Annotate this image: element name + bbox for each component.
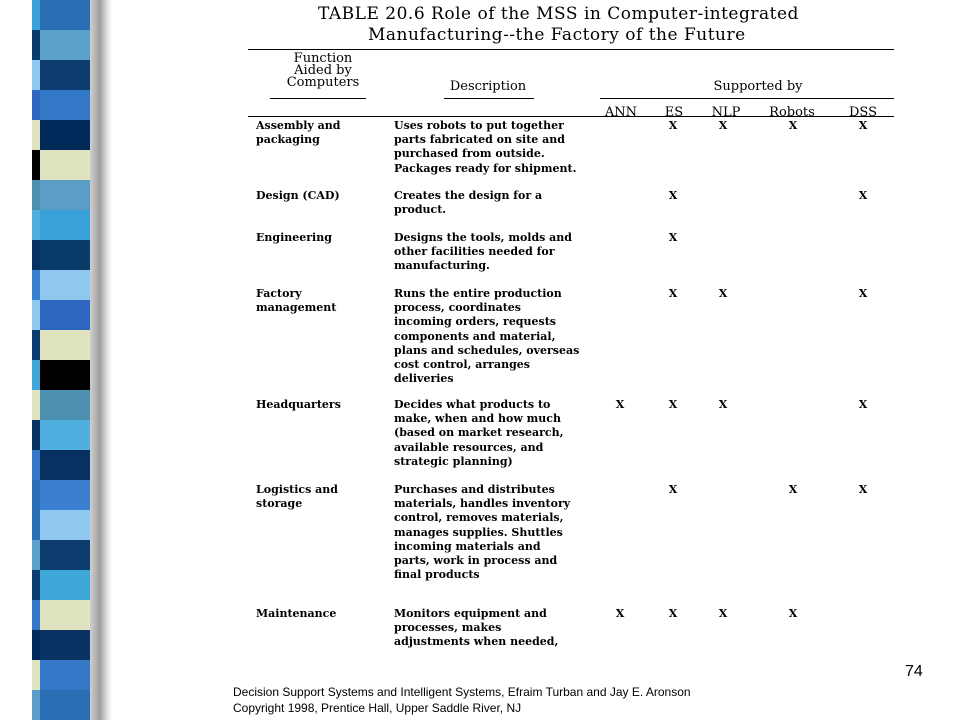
- row-description-line: incoming materials and: [394, 539, 541, 553]
- stripe-segment: [32, 330, 40, 360]
- row-description-line: strategic planning): [394, 454, 513, 468]
- row-description-line: final products: [394, 568, 480, 582]
- header-robots: Robots: [769, 105, 815, 120]
- row-description-line: Runs the entire production: [394, 287, 562, 300]
- row-function-line: Engineering: [256, 231, 332, 244]
- stripe-segment: [32, 0, 40, 30]
- row-function: [256, 287, 376, 315]
- stripe-segment: [40, 240, 90, 270]
- stripe-segment: [40, 90, 90, 120]
- row-description-line: process, coordinates: [394, 301, 521, 315]
- row-description-line: cost control, arranges: [394, 358, 530, 372]
- stripe-segment: [40, 120, 90, 150]
- support-mark-nlp: X: [718, 607, 728, 620]
- stripe-segment: [40, 30, 90, 60]
- row-function: [256, 231, 376, 245]
- stripe-segment: [40, 210, 90, 240]
- support-mark-es: X: [668, 607, 678, 620]
- stripe-segment: [32, 690, 40, 720]
- header-description-label: Description: [449, 79, 527, 94]
- stripe-segment: [32, 90, 40, 120]
- header-supported-by: [678, 81, 838, 93]
- row-description-line: processes, makes: [394, 621, 502, 635]
- row-description: [394, 607, 594, 650]
- support-mark-rob: X: [788, 607, 798, 620]
- support-mark-rob: X: [788, 483, 798, 496]
- stripe-segment: [32, 510, 40, 540]
- table-top-rule: [248, 49, 894, 50]
- stripe-segment: [40, 300, 90, 330]
- row-description-line: make, when and how much: [394, 412, 561, 426]
- citation: [233, 684, 691, 716]
- stripe-segment: [32, 420, 40, 450]
- row-description-line: (based on market research,: [394, 426, 564, 440]
- row-function-line: Assembly and: [256, 119, 341, 132]
- row-function: [256, 119, 376, 147]
- row-function-line: Factory: [256, 287, 302, 300]
- stripe-segment: [40, 270, 90, 300]
- row-function-line: Logistics and: [256, 483, 338, 496]
- stripe-segment: [40, 660, 90, 690]
- support-mark-nlp: X: [718, 119, 728, 132]
- header-function-underline: [270, 98, 366, 99]
- stripe-segment: [32, 450, 40, 480]
- row-description-line: plans and schedules, overseas: [394, 343, 580, 357]
- stripe-segment: [40, 600, 90, 630]
- stripe-segment: [32, 570, 40, 600]
- stripe-segment: [40, 510, 90, 540]
- stripe-segment: [32, 660, 40, 690]
- stripe-segment: [40, 180, 90, 210]
- support-mark-es: X: [668, 483, 678, 496]
- support-mark-es: X: [668, 119, 678, 132]
- row-description-line: parts fabricated on site and: [394, 133, 565, 147]
- support-mark-es: X: [668, 398, 678, 411]
- stripe-segment: [32, 60, 40, 90]
- row-function: [256, 398, 376, 412]
- header-function-line-3: Computers: [286, 75, 360, 90]
- stripe-segment: [32, 540, 40, 570]
- header-nlp: NLP: [711, 105, 741, 120]
- row-description-line: control, removes materials,: [394, 511, 564, 525]
- stripe-segment: [32, 210, 40, 240]
- row-description-line: Packages ready for shipment.: [394, 161, 577, 175]
- stripe-segment: [40, 540, 90, 570]
- support-mark-dss: X: [858, 398, 868, 411]
- page-number: 74: [905, 663, 923, 680]
- row-function-line: Maintenance: [256, 607, 337, 620]
- row-description-line: adjustments when needed,: [394, 635, 559, 649]
- row-description-line: deliveries: [394, 372, 454, 386]
- row-description-line: Purchases and distributes: [394, 483, 555, 496]
- row-description-line: Creates the design for a: [394, 189, 543, 202]
- row-function-line: Headquarters: [256, 398, 341, 411]
- stripe-segment: [32, 300, 40, 330]
- stripe-segment: [32, 240, 40, 270]
- support-mark-nlp: X: [718, 398, 728, 411]
- stripe-segment: [40, 630, 90, 660]
- header-dss: DSS: [848, 105, 877, 120]
- header-function-line-1: Function: [293, 51, 353, 66]
- stripe-segment: [32, 150, 40, 180]
- stripe-segment: [32, 30, 40, 60]
- citation-line-2: Copyright 1998, Prentice Hall, Upper Saddle River, NJ: [233, 701, 522, 715]
- stripe-segment: [40, 480, 90, 510]
- row-function: [256, 189, 376, 203]
- stripe-segment: [40, 570, 90, 600]
- support-mark-es: X: [668, 231, 678, 244]
- stripe-segment: [32, 360, 40, 390]
- support-mark-dss: X: [858, 119, 868, 132]
- decorative-stripe-band: [0, 0, 112, 720]
- citation-line-1: Decision Support Systems and Intelligent Systems, Efraim Turban and Jay E. Aronson: [233, 685, 691, 699]
- row-description-line: components and material,: [394, 329, 556, 343]
- stripe-segment: [32, 120, 40, 150]
- color-stripe: [32, 0, 90, 720]
- support-mark-dss: X: [858, 483, 868, 496]
- support-mark-es: X: [668, 189, 678, 202]
- row-description-line: parts, work in process and: [394, 554, 558, 568]
- stripe-segment: [40, 0, 90, 30]
- row-description-line: other facilities needed for: [394, 245, 555, 259]
- row-description-line: purchased from outside.: [394, 147, 545, 161]
- stripe-segment: [40, 360, 90, 390]
- header-description-underline: [444, 98, 534, 99]
- row-description-line: materials, handles inventory: [394, 497, 571, 511]
- row-description: [394, 287, 594, 386]
- support-mark-es: X: [668, 287, 678, 300]
- row-function-line: management: [256, 301, 337, 315]
- row-description: [394, 231, 594, 274]
- row-description-line: product.: [394, 203, 447, 217]
- row-description: [394, 119, 594, 176]
- support-mark-ann: X: [615, 398, 625, 411]
- stripe-segment: [40, 150, 90, 180]
- support-mark-ann: X: [615, 607, 625, 620]
- stripe-segment: [40, 690, 90, 720]
- table-title: [250, 4, 900, 45]
- support-mark-dss: X: [858, 287, 868, 300]
- title-line-2: Manufacturing--the Factory of the Future: [368, 25, 746, 45]
- stripe-segment: [32, 480, 40, 510]
- row-description: [394, 398, 594, 469]
- row-function-line: storage: [256, 497, 303, 511]
- row-description-line: available resources, and: [394, 440, 544, 454]
- support-mark-dss: X: [858, 189, 868, 202]
- row-description-line: manufacturing.: [394, 259, 490, 273]
- stripe-segment: [32, 630, 40, 660]
- stripe-segment: [40, 60, 90, 90]
- header-ann: ANN: [604, 105, 638, 120]
- header-supported-rule: [600, 98, 894, 99]
- row-function: [256, 483, 376, 511]
- row-description-line: manages supplies. Shuttles: [394, 525, 563, 539]
- row-description-line: Designs the tools, molds and: [394, 231, 572, 244]
- row-function-line: packaging: [256, 133, 320, 147]
- stripe-segment: [32, 600, 40, 630]
- stripe-segment: [32, 270, 40, 300]
- stripe-segment: [40, 450, 90, 480]
- stripe-segment: [40, 390, 90, 420]
- header-description: [438, 81, 538, 93]
- support-mark-nlp: X: [718, 287, 728, 300]
- header-function: [268, 53, 378, 89]
- header-bottom-rule: [248, 116, 894, 117]
- stripe-segment: [32, 390, 40, 420]
- header-es: ES: [664, 105, 684, 120]
- stripe-segment: [40, 330, 90, 360]
- row-description: [394, 483, 594, 582]
- row-description-line: Uses robots to put together: [394, 119, 564, 132]
- row-function: [256, 607, 376, 621]
- row-description-line: Monitors equipment and: [394, 607, 547, 620]
- row-description-line: incoming orders, requests: [394, 315, 556, 329]
- row-function-line: Design (CAD): [256, 189, 340, 202]
- row-description-line: Decides what products to: [394, 398, 551, 411]
- header-function-line-2: Aided by: [294, 63, 352, 78]
- title-line-1: TABLE 20.6 Role of the MSS in Computer-integrated: [318, 4, 799, 24]
- stripe-segment: [40, 420, 90, 450]
- header-supported-by-label: Supported by: [713, 79, 803, 94]
- stripe-segment: [32, 180, 40, 210]
- support-mark-rob: X: [788, 119, 798, 132]
- row-description: [394, 189, 594, 217]
